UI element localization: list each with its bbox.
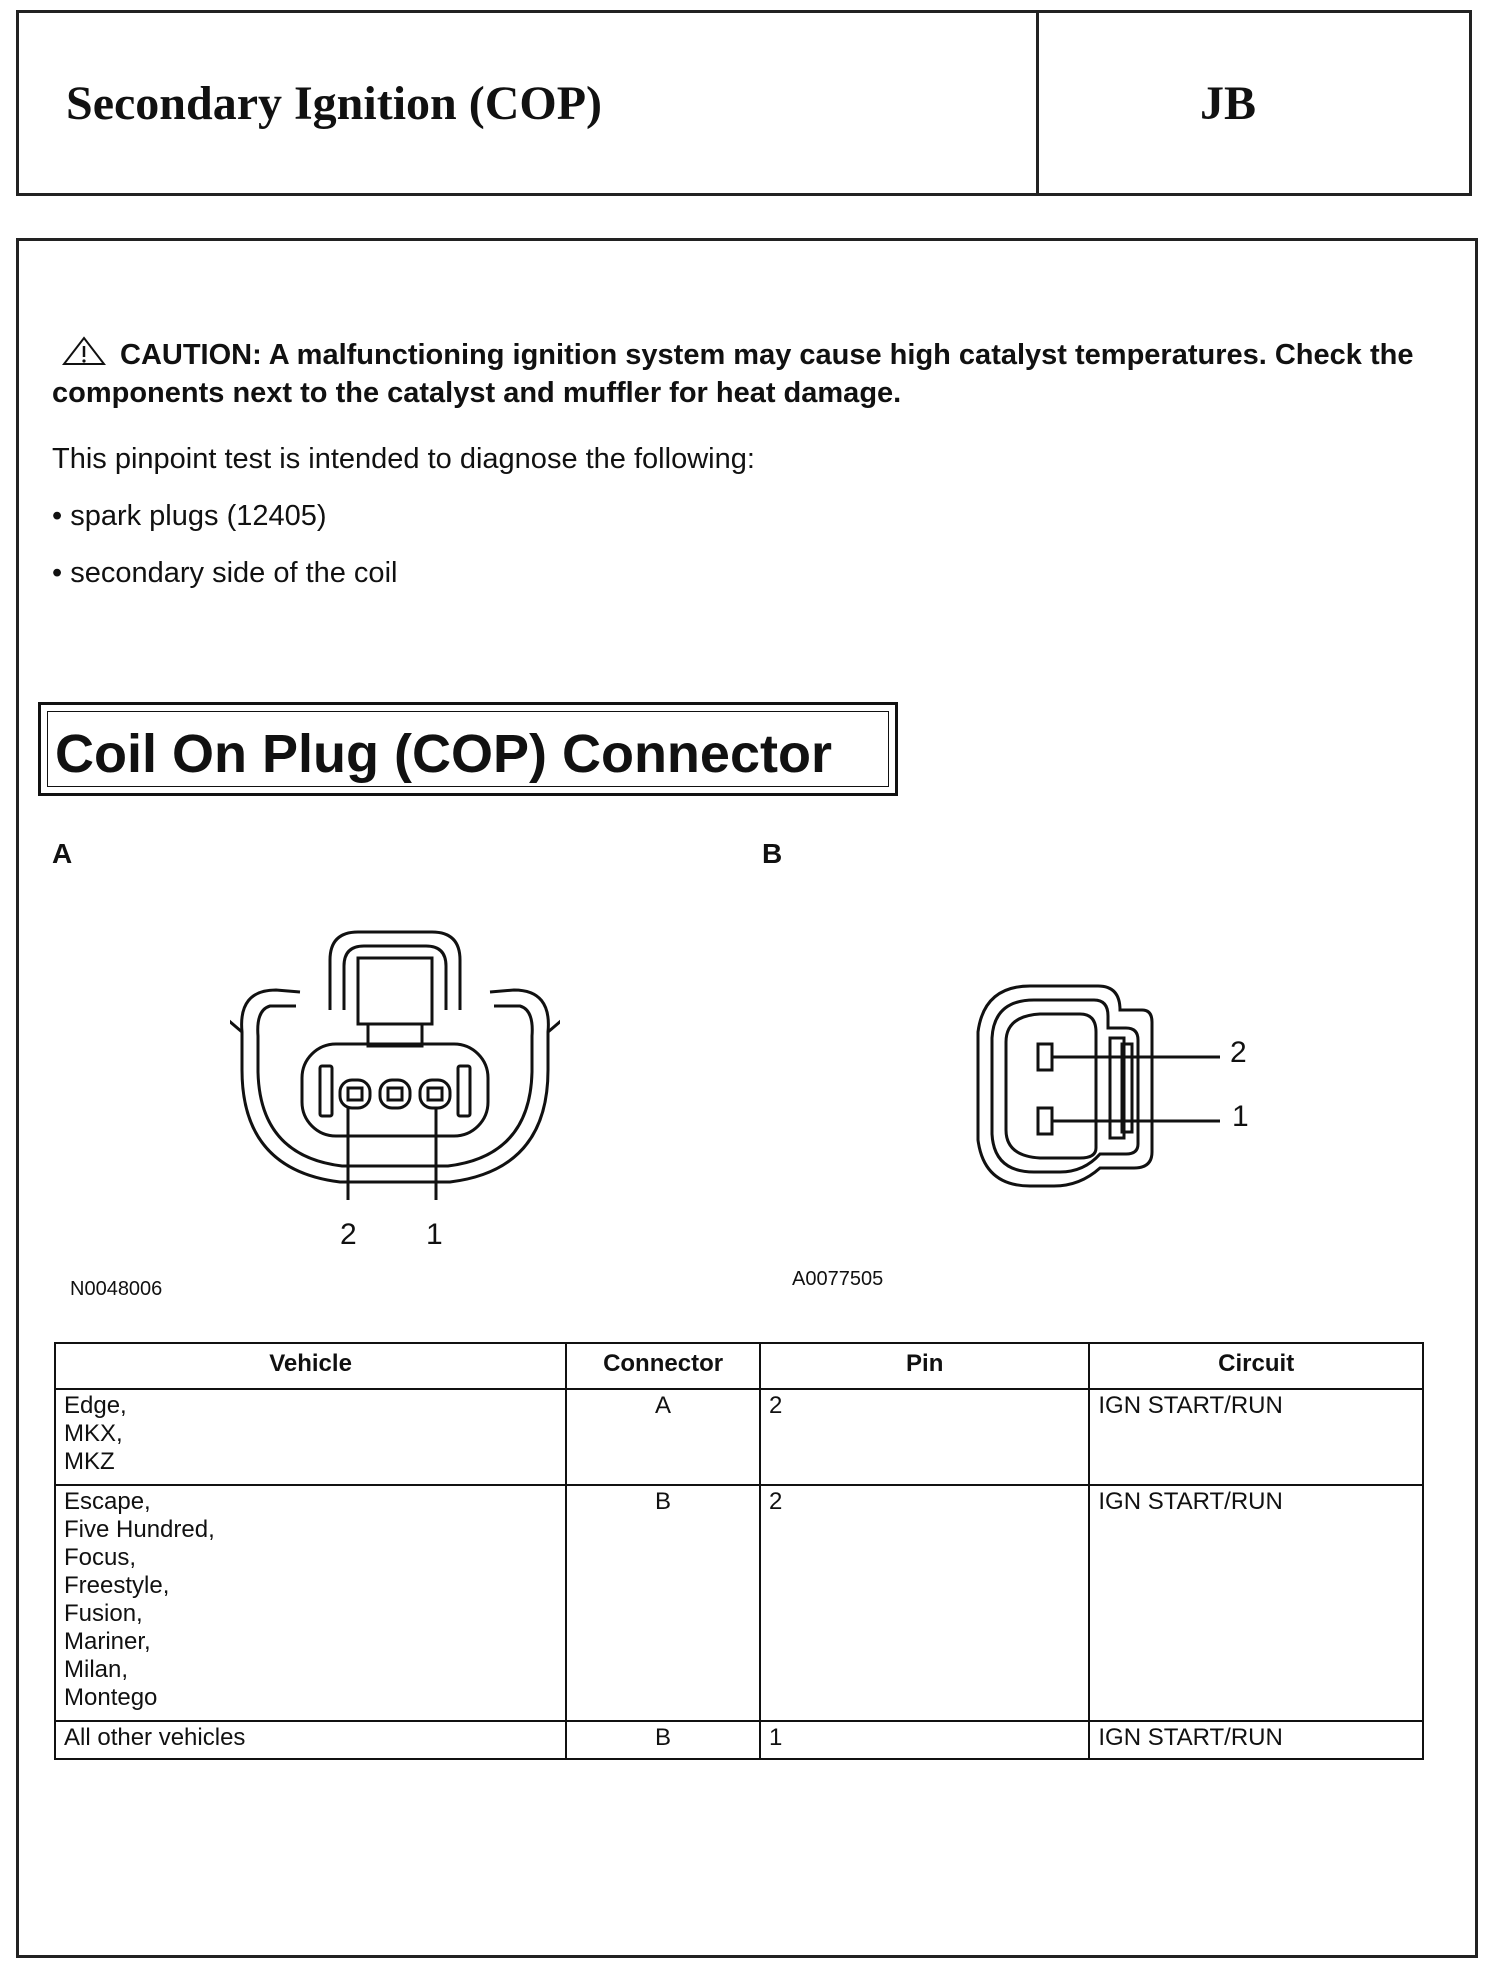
- connector-cell: A: [566, 1389, 760, 1485]
- connector-a-diagram: [230, 920, 560, 1240]
- column-header-connector: Connector: [566, 1343, 760, 1389]
- vehicle-name: Fusion,: [64, 1600, 143, 1627]
- vehicle-name: Mariner,: [64, 1628, 151, 1655]
- caution-block: [52, 336, 1442, 412]
- vehicle-cell: [55, 1721, 566, 1759]
- circuit-cell: IGN START/RUN: [1089, 1485, 1423, 1721]
- circuit-cell: IGN START/RUN: [1089, 1389, 1423, 1485]
- vehicle-cell: [55, 1389, 566, 1485]
- table-row: [55, 1721, 1423, 1759]
- figure-a-label: A: [52, 838, 73, 869]
- table-row: [55, 1389, 1423, 1485]
- pin-label-b-1: 1: [1232, 1100, 1249, 1133]
- connector-cell: B: [566, 1721, 760, 1759]
- vehicle-name: Montego: [64, 1684, 158, 1711]
- section-title: Coil On Plug (COP) Connector: [55, 724, 832, 784]
- column-header-vehicle: Vehicle: [55, 1343, 566, 1389]
- section-heading-box: [38, 702, 898, 796]
- pin-cell: 1: [760, 1721, 1089, 1759]
- pin-table: [54, 1342, 1424, 1760]
- bullet-item: • spark plugs (12405): [52, 500, 327, 532]
- connector-b-diagram: [970, 980, 1270, 1190]
- figure-b-label: B: [762, 838, 783, 869]
- pin-cell: 2: [760, 1485, 1089, 1721]
- pin-label-a-1: 1: [426, 1218, 443, 1251]
- circuit-cell: IGN START/RUN: [1089, 1721, 1423, 1759]
- vehicle-name: MKZ: [64, 1448, 115, 1475]
- figure-a-id: N0048006: [70, 1278, 163, 1300]
- vehicle-name: All other vehicles: [64, 1724, 246, 1751]
- document-code: JB: [1200, 77, 1257, 130]
- warning-triangle-icon: [62, 336, 106, 366]
- connector-cell: B: [566, 1485, 760, 1721]
- vehicle-name: MKX,: [64, 1420, 123, 1447]
- vehicle-name: Freestyle,: [64, 1572, 170, 1599]
- table-header-row: [55, 1343, 1423, 1389]
- header-divider: [1036, 10, 1039, 196]
- vehicle-name: Escape,: [64, 1488, 151, 1515]
- vehicle-name: Five Hundred,: [64, 1516, 215, 1543]
- column-header-pin: Pin: [760, 1343, 1089, 1389]
- vehicle-name: Edge,: [64, 1392, 127, 1419]
- column-header-circuit: Circuit: [1089, 1343, 1423, 1389]
- pin-label-a-2: 2: [340, 1218, 357, 1251]
- document-title: Secondary Ignition (COP): [66, 77, 603, 130]
- bullet-item: • secondary side of the coil: [52, 557, 398, 589]
- intro-text: This pinpoint test is intended to diagnose the following:: [52, 443, 755, 475]
- pin-label-b-2: 2: [1230, 1036, 1247, 1069]
- figure-b-id: A0077505: [792, 1268, 884, 1290]
- table-row: [55, 1485, 1423, 1721]
- vehicle-name: Milan,: [64, 1656, 129, 1683]
- caution-text: CAUTION: A malfunctioning ignition system may cause high catalyst temperatures. Check the components next to the catalyst and muffler for heat damage.: [52, 339, 1414, 409]
- vehicle-name: Focus,: [64, 1544, 137, 1571]
- pin-cell: 2: [760, 1389, 1089, 1485]
- vehicle-cell: [55, 1485, 566, 1721]
